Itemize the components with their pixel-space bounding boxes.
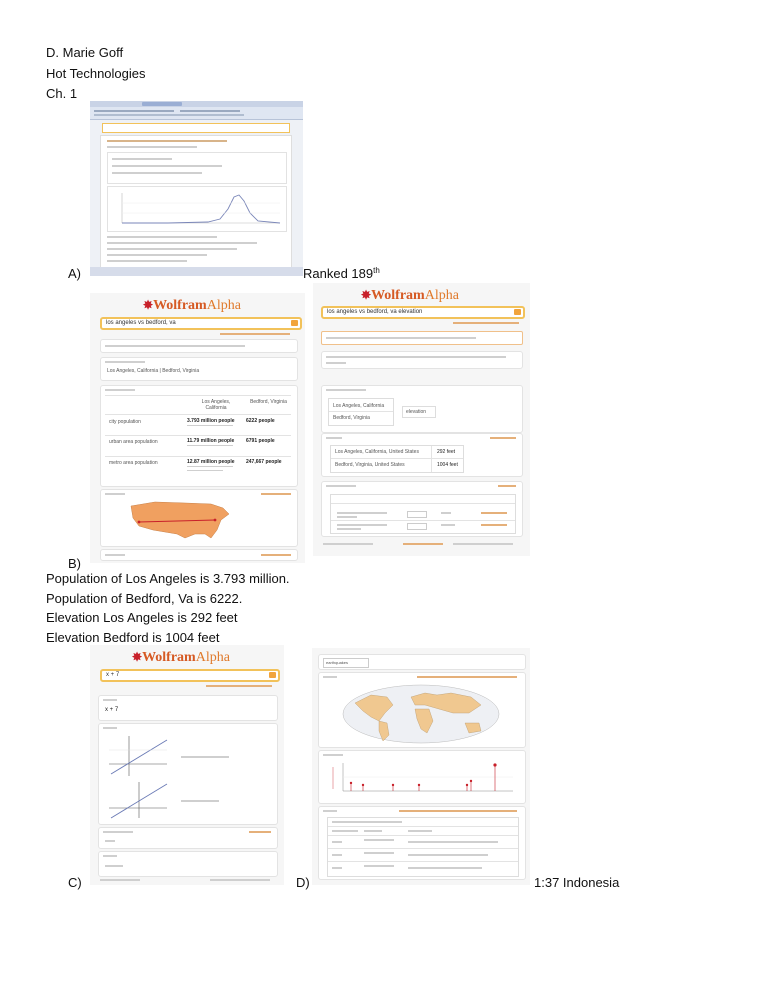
elevation-bedford-value: 1004 feet (437, 462, 458, 468)
world-map-thumbnail (341, 683, 501, 745)
fact-la-elevation: Elevation Los Angeles is 292 feet (46, 610, 238, 625)
fact-bedford-elevation: Elevation Bedford is 1004 feet (46, 630, 220, 645)
search-icon (514, 309, 521, 315)
chapter-label: Ch. 1 (46, 86, 78, 101)
search-query: los angeles vs bedford, va (106, 320, 176, 326)
wolfram-alpha-logo: ✸WolframAlpha (132, 650, 230, 665)
earthquake-timeline-thumbnail (327, 759, 519, 801)
course-title: Hot Technologies (46, 66, 146, 81)
fact-bedford-population: Population of Bedford, Va is 6222. (46, 591, 243, 606)
screenshot-c (90, 645, 284, 885)
screenshot-a (90, 101, 303, 276)
label-c: C) (68, 875, 82, 890)
input-interpretation: Los Angeles, California | Bedford, Virginia (107, 368, 200, 374)
search-query: earthquakes (326, 660, 349, 665)
label-a: A) (68, 266, 81, 281)
label-d: D) (296, 875, 310, 890)
elevation-la-value: 292 feet (437, 449, 456, 455)
us-map-thumbnail (125, 498, 235, 544)
search-query: los angeles vs bedford, va elevation (327, 309, 423, 315)
fact-la-population: Population of Los Angeles is 3.793 million. (46, 571, 290, 586)
author-name: D. Marie Goff (46, 45, 124, 60)
population-chart-thumbnail (108, 187, 286, 231)
search-query: x + 7 (106, 672, 120, 678)
search-icon (291, 320, 298, 326)
plot-1-thumbnail (109, 734, 169, 778)
wolfram-alpha-logo: ✸WolframAlpha (361, 288, 459, 303)
input-expression: x + 7 (105, 707, 119, 713)
ranked-note: Ranked 189th (303, 266, 380, 281)
earthquake-note: 1:37 Indonesia (534, 875, 620, 890)
elevation-la-label: Los Angeles, California, United States (335, 449, 419, 455)
plot-2-thumbnail (109, 780, 169, 820)
label-b: B) (68, 556, 81, 571)
screenshot-d (312, 648, 530, 885)
screenshot-b-right: ✸WolframAlpha los angeles vs bedford, va elevation Los Angeles, California Bedford, Virginia elevation Los Angeles, California, United States 292 feet Bedford, Virginia, United States 1004 feet (313, 283, 530, 556)
screenshot-b-left: ✸WolframAlpha los angeles vs bedford, va Los Angeles, California | Bedford, Virginia Los Angeles, California Bedford, Virginia city population 3.793 million people 6222 people urban area population 11.79 million people 6791 people metro area population 12.87 million people 247,667 people (90, 293, 305, 563)
elevation-bedford-label: Bedford, Virginia, United States (335, 462, 405, 468)
search-icon (269, 672, 276, 678)
wolfram-alpha-logo: ✸WolframAlpha (143, 298, 241, 313)
